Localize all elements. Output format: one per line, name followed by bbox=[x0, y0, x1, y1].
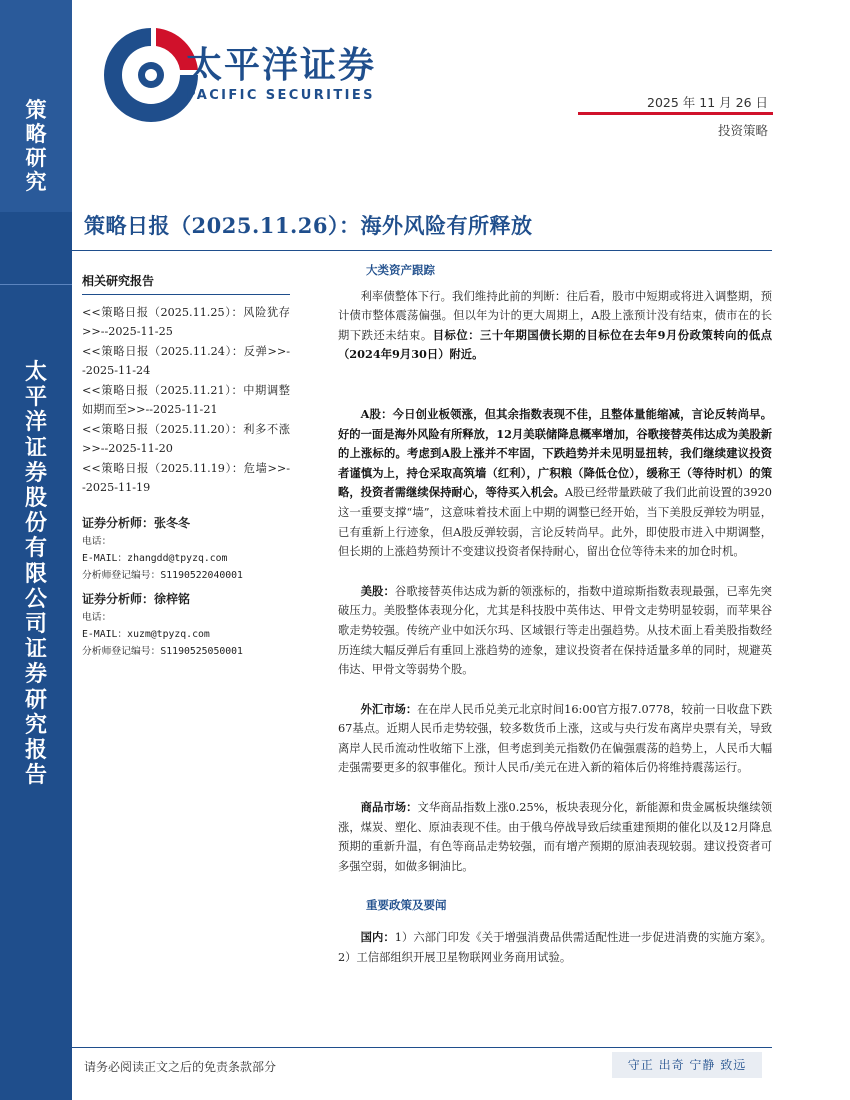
brand-name-en: PACIFIC SECURITIES bbox=[186, 88, 375, 103]
footer-divider bbox=[72, 1047, 772, 1048]
report-type: 投资策略 bbox=[717, 123, 768, 138]
related-report-link[interactable]: <<策略日报（2025.11.19）：危墙>>--2025-11-19 bbox=[82, 462, 290, 494]
section-heading-asset-tracking: 大类资产跟踪 bbox=[366, 263, 435, 277]
left-column bbox=[82, 272, 290, 660]
section-heading-policy-news: 重要政策及要闻 bbox=[366, 898, 447, 913]
title-divider bbox=[72, 250, 772, 251]
sidebar-divider bbox=[0, 284, 72, 285]
paragraph-fx-market: 外汇市场：在在岸人民币兑美元北京时间16:00官方报7.0778，较前一日收盘下跌67基点。近期人民币走势较强，较多数货币上涨，这或与央行发布离岸央票有关，导致离岸人民币流动性收缩下上涨，但考虑到美元指数仍在偏强震荡的趋势上，人民币大幅走强需要更多的叙事催化。预计人民币/美元在进入新的箱体后仍将维持震荡运行。 bbox=[338, 701, 772, 775]
analyst-registration: 分析师登记编号：S1190525050001 bbox=[82, 646, 243, 657]
paragraph-us-stocks: 美股：谷歌接替英伟达成为新的领涨标的，指数中道琼斯指数表现最强，已率先突破压力。美股整体表现分化，尤其是科技股中英伟达、甲骨文走势明显较弱，而苹果谷歌走势较强。传统产业中如沃尔玛、区域银行等走出强趋势。从技术面上看美股指数经历连续大幅反弹后有重回上涨趋势的迹象，建议投资者在保持适量多单的同时，规避英伟达、甲骨文等弱势个股。 bbox=[338, 583, 772, 677]
analyst-title: 证券分析师：张冬冬 bbox=[82, 516, 191, 530]
paragraph-a-shares: A股：今日创业板领涨，但其余指数表现不佳，且整体量能缩减，言论反转尚早。好的一面是海外风险有所释放，12月美联储降息概率增加，谷歌接替英伟达成为美股新的上涨标的。考虑到A股上涨并不牢固，下跌趋势并未见明显扭转，我们继续建议投资者谨慎为上，持仓采取高筑墙（红利），广积粮（降低仓位），缓称王（等待时机）的策略，投资者需继续保持耐心，等待买入机会。A股已经带量跌破了我们此前设置的3920这一重要支撑“墙”，这意味着技术面上中期的调整已经开始，当下美股反弹较为明显，已有重新上行迹象，但A股反弹较弱，言论反转尚早。此外，即使股市进入中期调整，但长期的上涨趋势预计不变建议投资者保持耐心，留出仓位等待未来的加仓时机。 bbox=[338, 406, 772, 559]
brand bbox=[186, 46, 376, 103]
main-content bbox=[338, 261, 772, 967]
footer-motto: 守正 出奇 宁静 致远 bbox=[612, 1052, 762, 1078]
analyst-email[interactable]: E-MAIL：xuzm@tpyzq.com bbox=[82, 629, 210, 640]
paragraph-bonds: 利率债整体下行。我们维持此前的判断：往后看，股市中短期或将进入调整期，预计债市整体震荡偏强。但以年为计的更大周期上，A股上涨预计没有结束，债市在的长期下跌还未结束。目标位：三十年期国债长期的目标位在去年9月份政策转向的低点（2024年9月30日）附近。 bbox=[338, 289, 772, 362]
sidebar-category-label: 策 略 研 究 bbox=[25, 98, 47, 194]
related-reports-heading: 相关研究报告 bbox=[82, 272, 290, 295]
brand-name-cn: 太平洋证券 bbox=[186, 45, 377, 86]
analyst-email[interactable]: E-MAIL：zhangdd@tpyzq.com bbox=[82, 553, 228, 564]
related-report-link[interactable]: <<策略日报（2025.11.21）：中期调整如期而至>>--2025-11-21 bbox=[82, 384, 290, 416]
related-report-link[interactable]: <<策略日报（2025.11.25）：风险犹存>>--2025-11-25 bbox=[82, 306, 290, 338]
analyst-phone: 电话： bbox=[82, 536, 112, 547]
paragraph-domestic-news: 国内：1）六部门印发《关于增强消费品供需适配性进一步促进消费的实施方案》。 2）工信部组织开展卫星物联网业务商用试验。 bbox=[338, 930, 772, 964]
analyst-title: 证券分析师：徐梓铭 bbox=[82, 592, 191, 606]
paragraph-commodities: 商品市场：文华商品指数上涨0.25%，板块表现分化，新能源和贵金属板块继续领涨，煤炭、塑化、原油表现不佳。由于俄乌停战导致后续重建预期的催化以及12月降息预期的重新升温，有色等商品走势较强，而有增产预期的原油表现较弱。建议投资者可多强空弱，如做多铜油比。 bbox=[338, 800, 772, 873]
report-date: 2025 年 11 月 26 日 bbox=[647, 95, 768, 110]
sidebar bbox=[0, 0, 72, 1100]
analyst-phone: 电话： bbox=[82, 612, 112, 623]
header-accent-line bbox=[578, 112, 773, 115]
sidebar-company-label: 太 平 洋 证 券 股 份 有 限 公 司 证 券 研 究 报 告 bbox=[24, 360, 47, 789]
page-title: 策略日报（2025.11.26）：海外风险有所释放 bbox=[84, 213, 533, 238]
analyst-registration: 分析师登记编号：S1190522040001 bbox=[82, 570, 243, 581]
footer-disclaimer: 请务必阅读正文之后的免责条款部分 bbox=[84, 1060, 277, 1074]
related-report-link[interactable]: <<策略日报（2025.11.24）：反弹>>--2025-11-24 bbox=[82, 345, 290, 377]
related-report-link[interactable]: <<策略日报（2025.11.20）：利多不涨>>--2025-11-20 bbox=[82, 423, 290, 455]
